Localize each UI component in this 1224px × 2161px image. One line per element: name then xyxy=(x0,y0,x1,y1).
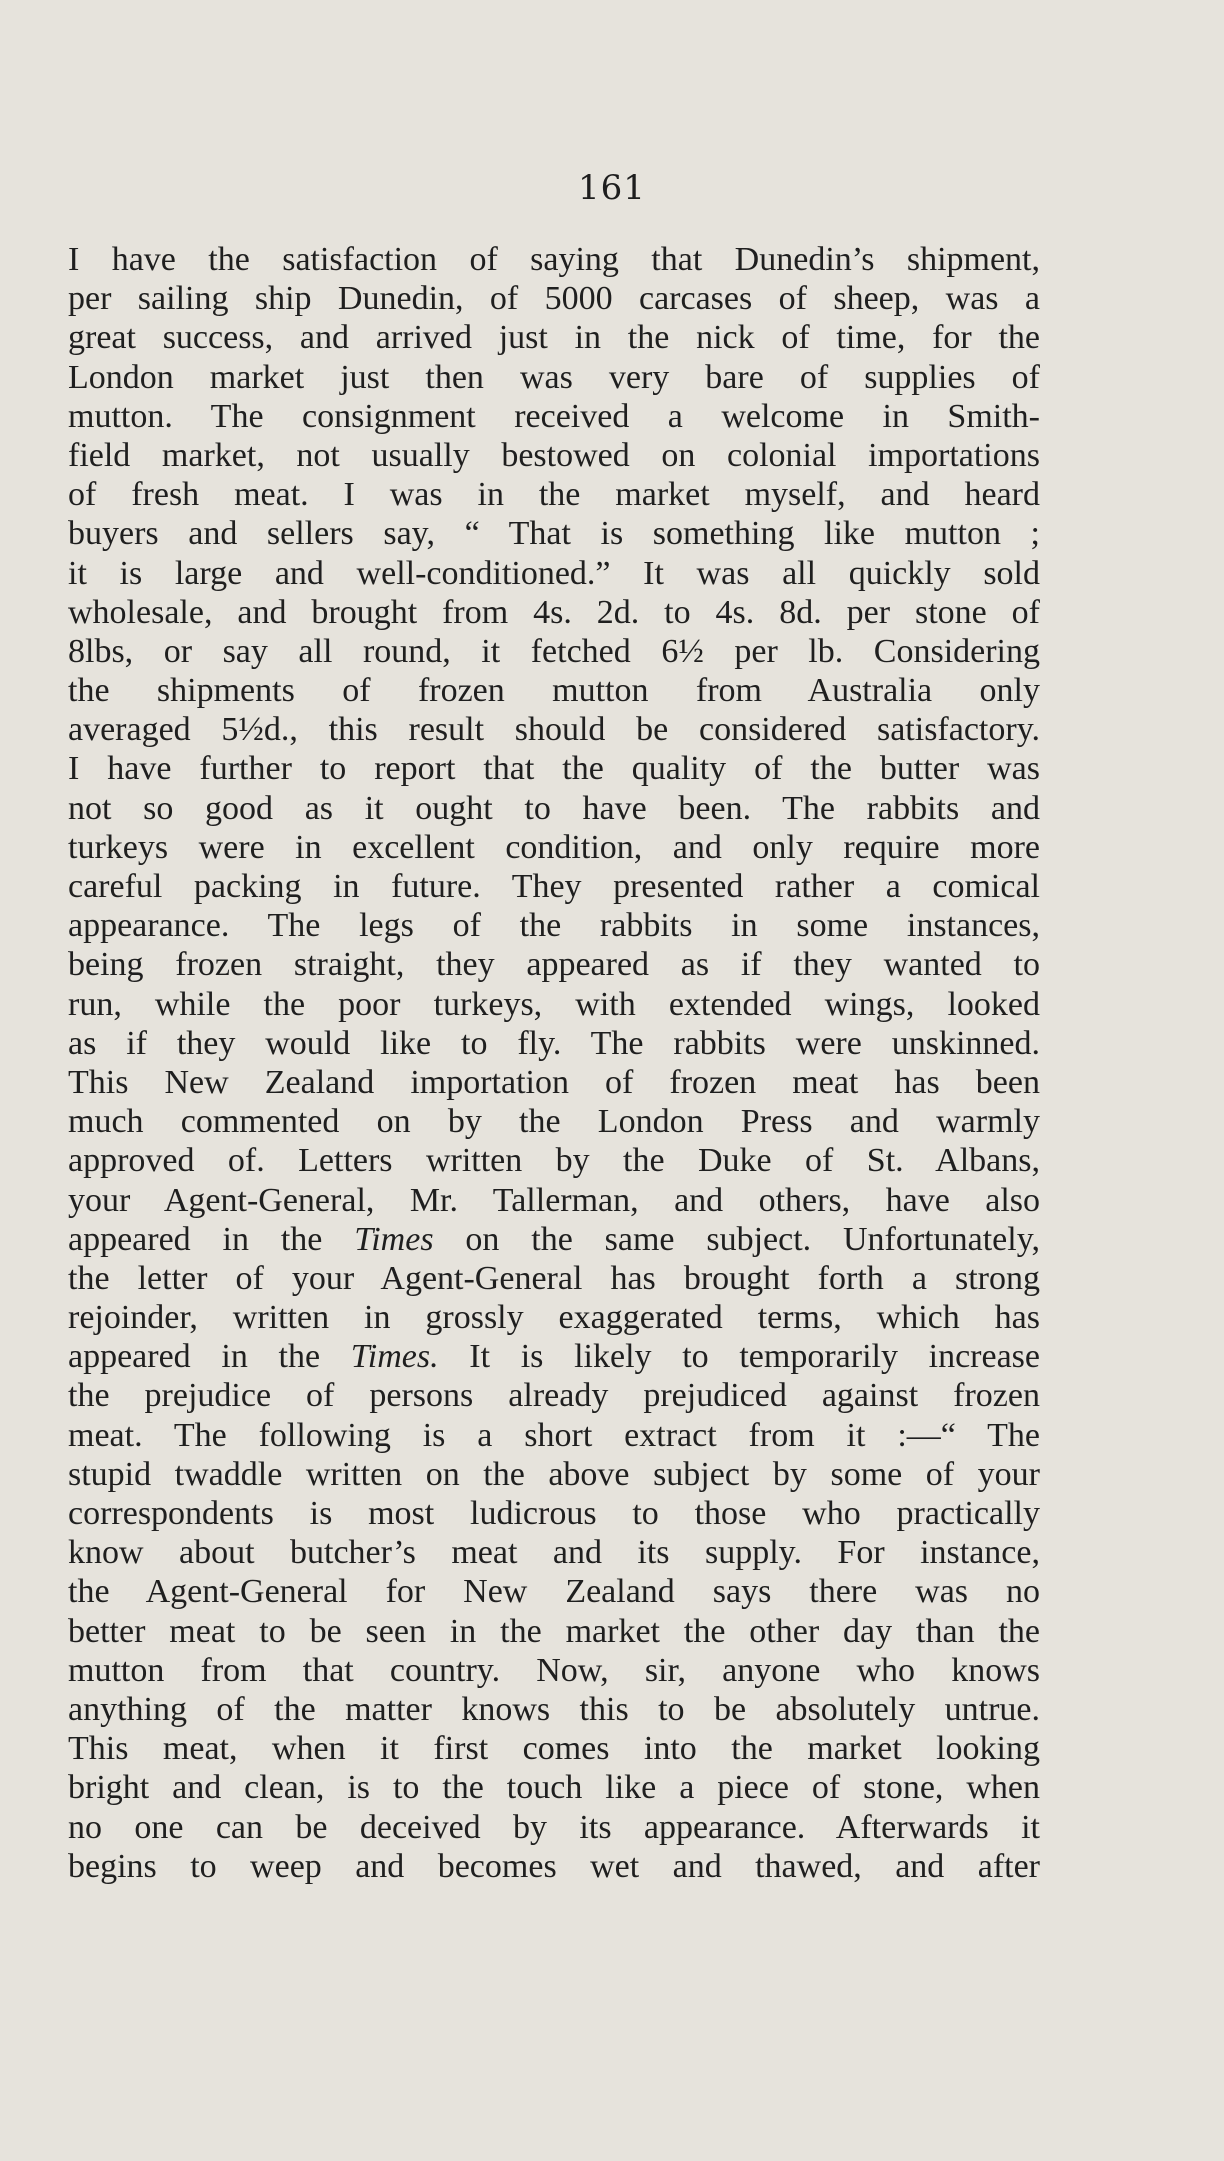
text-segment: appeared in the xyxy=(68,1220,355,1258)
text-line: begins to weep and becomes wet and thawed, and after xyxy=(68,1847,1040,1885)
text-line: being frozen straight, they appeared as if they wanted to xyxy=(68,946,1040,984)
text-line: it is large and well-conditioned.” It was all quickly sold xyxy=(68,554,1040,592)
text-line: field market, not usually bestowed on colonial importations xyxy=(68,436,1040,474)
text-line: your Agent-General, Mr. Tallerman, and others, have also xyxy=(68,1181,1040,1219)
text-line: I have further to report that the quality of the butter was xyxy=(68,750,1040,788)
text-line: not so good as it ought to have been. The rabbits and xyxy=(68,789,1040,827)
text-line: rejoinder, written in grossly exaggerated terms, which has xyxy=(68,1299,1040,1337)
text-line: careful packing in future. They presented rather a comical xyxy=(68,868,1040,905)
text-line: the prejudice of persons already prejudiced against frozen xyxy=(68,1377,1040,1415)
text-line: correspondents is most ludicrous to those who practically xyxy=(68,1495,1040,1532)
text-line: anything of the matter knows this to be absolutely untrue. xyxy=(68,1690,1040,1728)
text-segment: on the same subject. Unfortunately, xyxy=(433,1220,1040,1258)
text-line: per sailing ship Dunedin, of 5000 carcases of sheep, was a xyxy=(68,280,1040,318)
text-line: averaged 5½d., this result should be considered satisfactory. xyxy=(68,711,1040,749)
text-segment: It is likely to temporarily increase xyxy=(438,1338,1041,1376)
text-line: bright and clean, is to the touch like a piece of stone, when xyxy=(68,1769,1040,1807)
text-line: wholesale, and brought from 4s. 2d. to 4s. 8d. per stone of xyxy=(68,593,1040,631)
text-segment: appeared in the xyxy=(68,1338,351,1376)
text-line: This New Zealand importation of frozen meat has been xyxy=(68,1063,1040,1101)
text-line: buyers and sellers say, “ That is something like mutton ; xyxy=(68,515,1040,553)
text-line: better meat to be seen in the market the other day than the xyxy=(68,1612,1040,1650)
text-line: turkeys were in excellent condition, and only require more xyxy=(68,828,1040,866)
text-line: the letter of your Agent-General has brought forth a strong xyxy=(68,1259,1040,1297)
text-line: mutton from that country. Now, sir, anyone who knows xyxy=(68,1651,1040,1689)
text-line: London market just then was very bare of supplies of xyxy=(68,358,1040,396)
text-line-with-italic xyxy=(68,1337,1040,1376)
text-line: stupid twaddle written on the above subject by some of your xyxy=(68,1455,1040,1493)
text-line-with-italic xyxy=(68,1220,1040,1259)
page-number: 161 xyxy=(578,168,646,208)
italic-newspaper-title: Times xyxy=(354,1220,434,1258)
text-line: 8lbs, or say all round, it fetched 6½ per lb. Considering xyxy=(68,632,1040,670)
text-line: meat. The following is a short extract from it :—“ The xyxy=(68,1416,1040,1454)
text-line: of fresh meat. I was in the market myself, and heard xyxy=(68,476,1040,514)
text-line: know about butcher’s meat and its supply. For instance, xyxy=(68,1534,1040,1572)
text-line: appearance. The legs of the rabbits in some instances, xyxy=(68,907,1040,945)
text-line: run, while the poor turkeys, with extended wings, looked xyxy=(68,985,1040,1023)
text-line: This meat, when it first comes into the market looking xyxy=(68,1730,1040,1768)
italic-newspaper-title: Times. xyxy=(350,1338,439,1376)
text-line: as if they would like to fly. The rabbits were unskinned. xyxy=(68,1024,1040,1062)
text-line: I have the satisfaction of saying that Dunedin’s shipment, xyxy=(68,241,1040,278)
text-line: much commented on by the London Press and warmly xyxy=(68,1103,1040,1141)
text-line: the Agent-General for New Zealand says there was no xyxy=(68,1573,1040,1611)
text-line: mutton. The consignment received a welcome in Smith- xyxy=(68,397,1040,435)
body-text xyxy=(68,240,1040,1886)
text-line: no one can be deceived by its appearance. Afterwards it xyxy=(68,1808,1040,1846)
text-line: great success, and arrived just in the nick of time, for the xyxy=(68,319,1040,357)
text-line: approved of. Letters written by the Duke of St. Albans, xyxy=(68,1142,1040,1180)
text-line: the shipments of frozen mutton from Australia only xyxy=(68,672,1040,710)
